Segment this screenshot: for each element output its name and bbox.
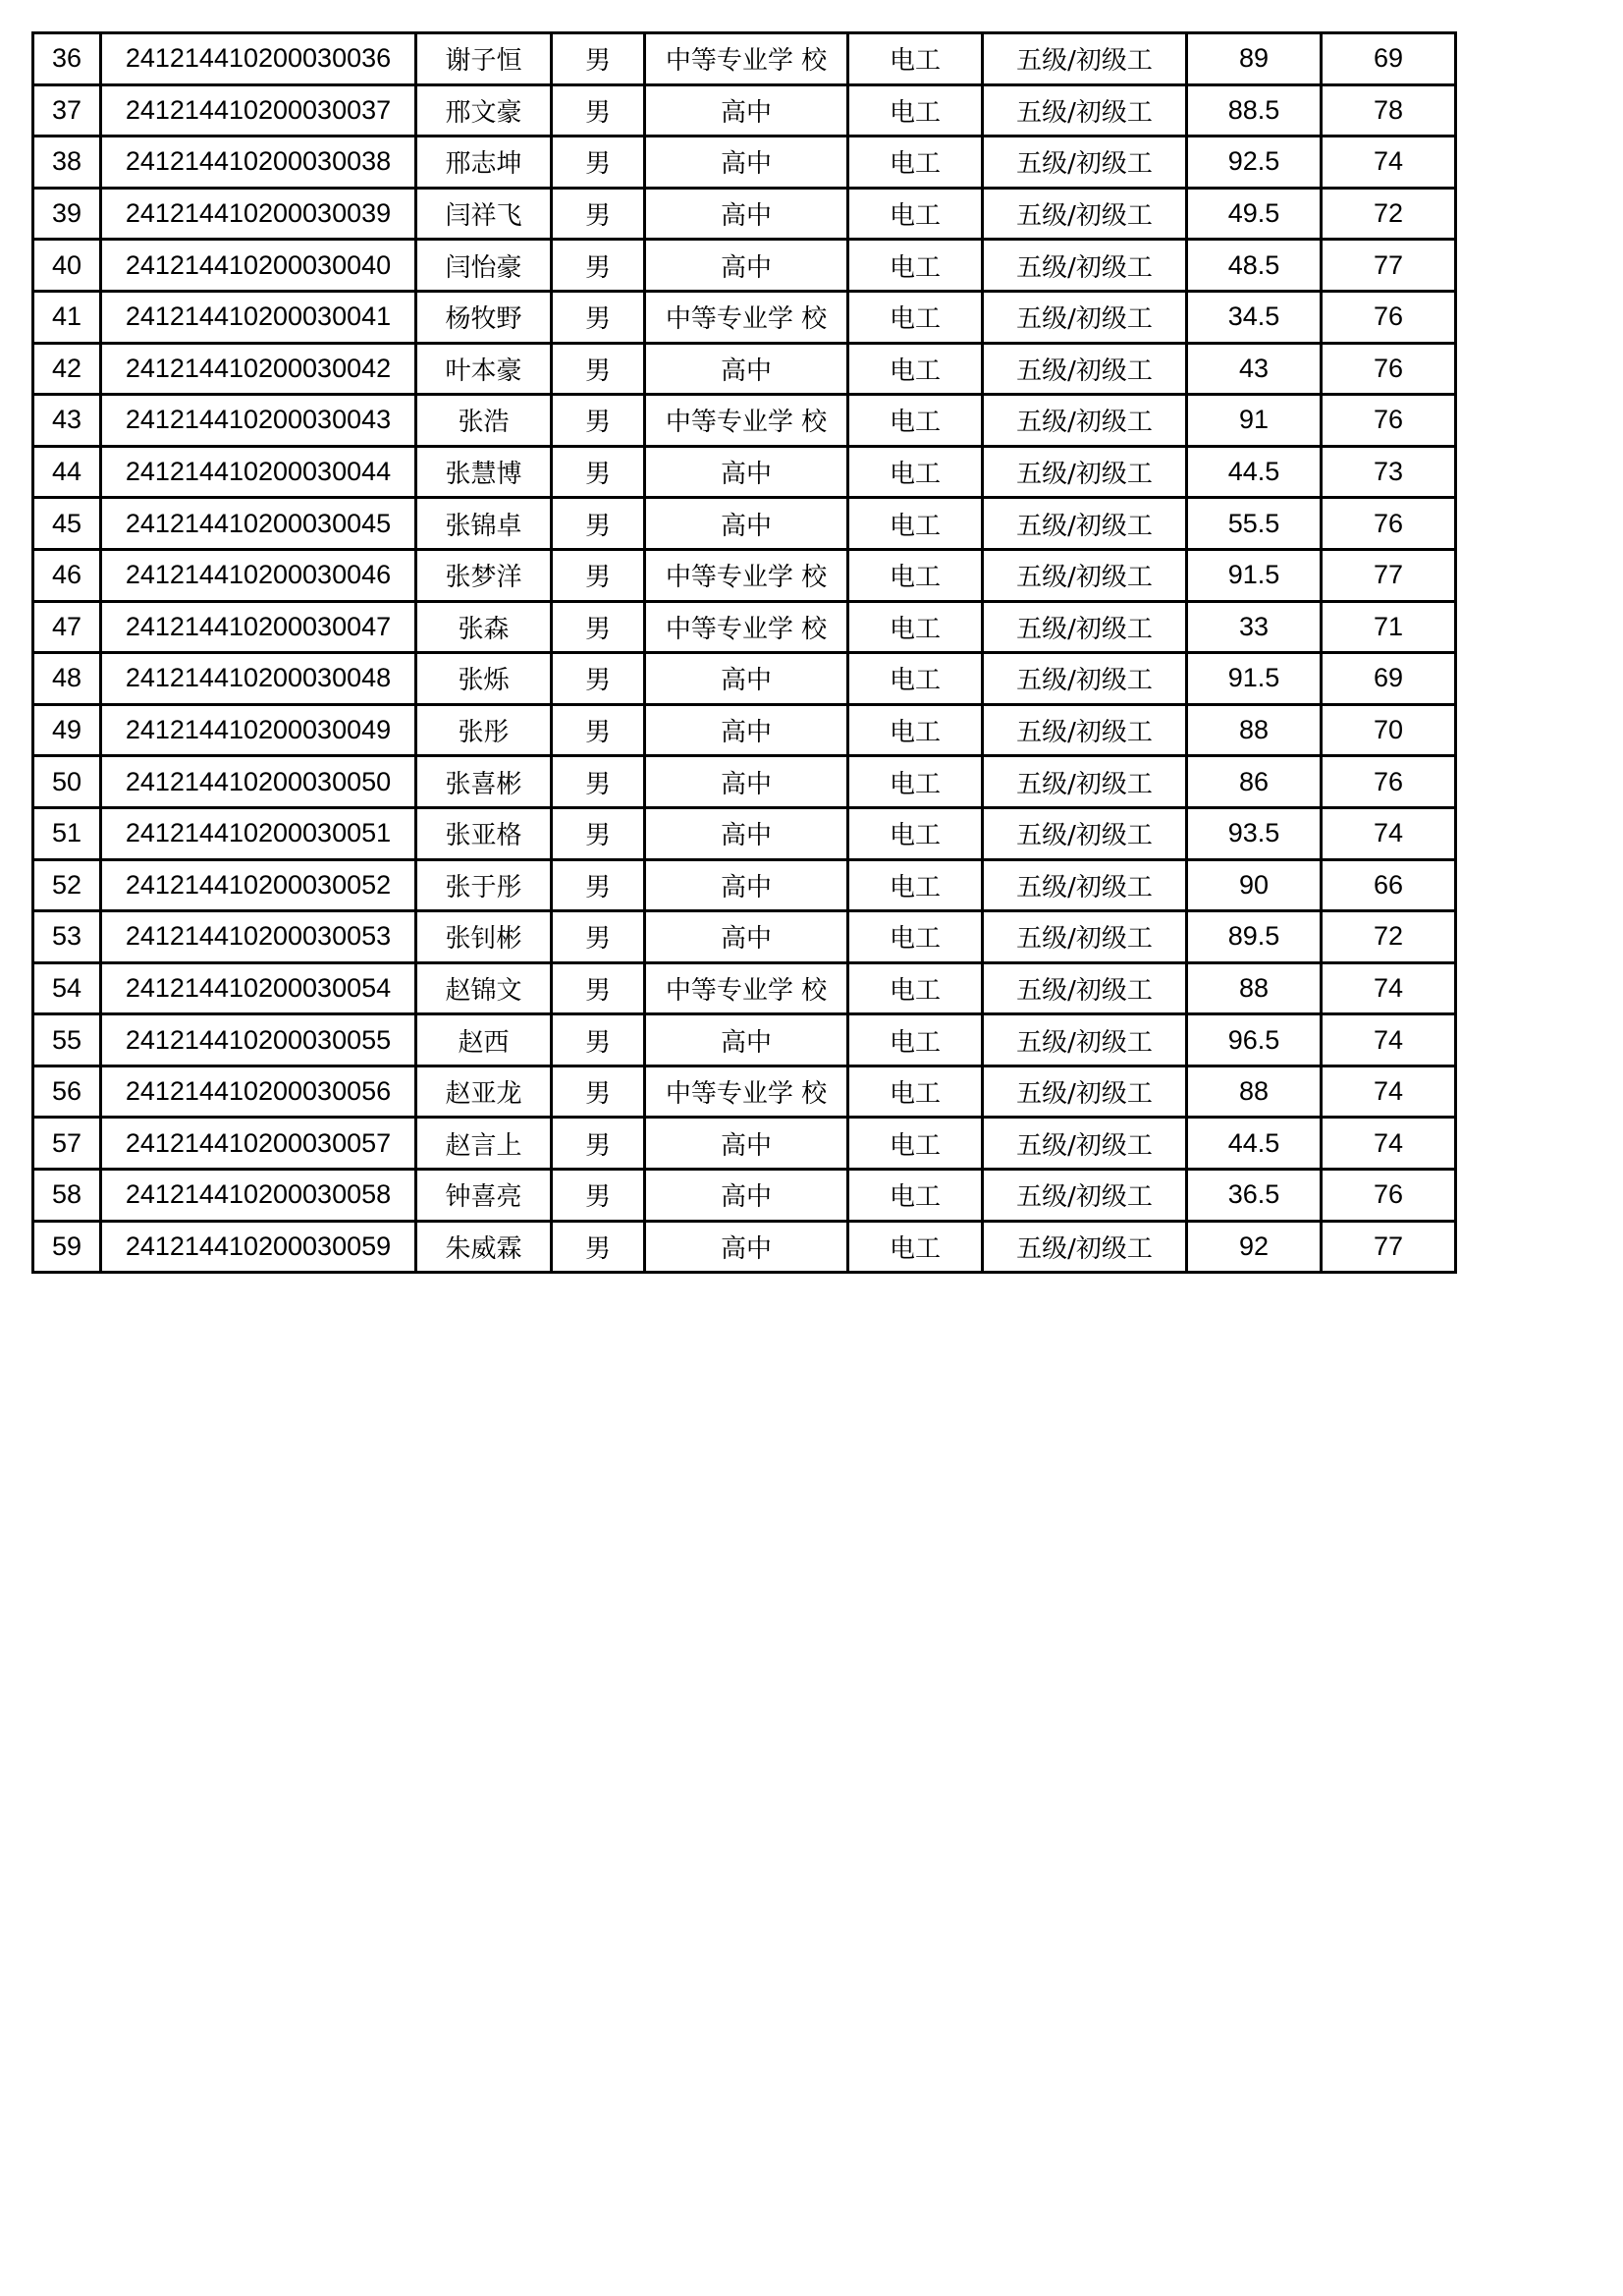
- education-cell: 高中: [645, 1118, 848, 1170]
- gender-cell: 男: [552, 84, 645, 137]
- name-cell: 闫怡豪: [416, 240, 552, 292]
- seq-cell: 58: [33, 1170, 101, 1222]
- level-cell: 五级/初级工: [983, 1118, 1187, 1170]
- table-row: [33, 911, 1456, 963]
- name-cell: 张锦卓: [416, 498, 552, 550]
- occupation-cell: 电工: [848, 704, 983, 756]
- occupation-cell: 电工: [848, 240, 983, 292]
- gender-cell: 男: [552, 601, 645, 653]
- practical-score-cell: 72: [1322, 911, 1456, 963]
- practical-score-cell: 74: [1322, 1014, 1456, 1066]
- table-row: [33, 1118, 1456, 1170]
- seq-cell: 49: [33, 704, 101, 756]
- level-cell: 五级/初级工: [983, 1170, 1187, 1222]
- seq-cell: 52: [33, 859, 101, 911]
- occupation-cell: 电工: [848, 1170, 983, 1222]
- theory-score-cell: 88: [1187, 962, 1322, 1014]
- level-cell: 五级/初级工: [983, 704, 1187, 756]
- level-cell: 五级/初级工: [983, 601, 1187, 653]
- id-number-cell: 241214410200030052: [101, 859, 416, 911]
- name-cell: 谢子恒: [416, 33, 552, 85]
- id-number-cell: 241214410200030048: [101, 653, 416, 705]
- id-number-cell: 241214410200030055: [101, 1014, 416, 1066]
- name-cell: 钟喜亮: [416, 1170, 552, 1222]
- level-cell: 五级/初级工: [983, 859, 1187, 911]
- id-number-cell: 241214410200030037: [101, 84, 416, 137]
- theory-score-cell: 86: [1187, 756, 1322, 808]
- theory-score-cell: 44.5: [1187, 446, 1322, 498]
- seq-cell: 55: [33, 1014, 101, 1066]
- practical-score-cell: 77: [1322, 549, 1456, 601]
- practical-score-cell: 66: [1322, 859, 1456, 911]
- education-cell: 高中: [645, 188, 848, 240]
- gender-cell: 男: [552, 1118, 645, 1170]
- gender-cell: 男: [552, 188, 645, 240]
- id-number-cell: 241214410200030036: [101, 33, 416, 85]
- education-cell: 高中: [645, 343, 848, 395]
- table-row: [33, 601, 1456, 653]
- gender-cell: 男: [552, 911, 645, 963]
- level-cell: 五级/初级工: [983, 911, 1187, 963]
- id-number-cell: 241214410200030040: [101, 240, 416, 292]
- education-cell: 高中: [645, 240, 848, 292]
- practical-score-cell: 76: [1322, 343, 1456, 395]
- education-cell: 高中: [645, 84, 848, 137]
- table-row: [33, 1014, 1456, 1066]
- theory-score-cell: 88.5: [1187, 84, 1322, 137]
- name-cell: 张慧博: [416, 446, 552, 498]
- id-number-cell: 241214410200030041: [101, 291, 416, 343]
- education-cell: 高中: [645, 807, 848, 859]
- level-cell: 五级/初级工: [983, 33, 1187, 85]
- id-number-cell: 241214410200030053: [101, 911, 416, 963]
- seq-cell: 45: [33, 498, 101, 550]
- roster-sheet: [31, 31, 1457, 1274]
- practical-score-cell: 69: [1322, 33, 1456, 85]
- theory-score-cell: 49.5: [1187, 188, 1322, 240]
- table-row: [33, 653, 1456, 705]
- seq-cell: 42: [33, 343, 101, 395]
- table-row: [33, 1170, 1456, 1222]
- occupation-cell: 电工: [848, 343, 983, 395]
- practical-score-cell: 76: [1322, 1170, 1456, 1222]
- seq-cell: 46: [33, 549, 101, 601]
- gender-cell: 男: [552, 1014, 645, 1066]
- practical-score-cell: 77: [1322, 1221, 1456, 1273]
- level-cell: 五级/初级工: [983, 395, 1187, 447]
- education-cell: 高中: [645, 704, 848, 756]
- name-cell: 叶本豪: [416, 343, 552, 395]
- practical-score-cell: 76: [1322, 498, 1456, 550]
- roster-table-body: [33, 33, 1456, 1273]
- occupation-cell: 电工: [848, 498, 983, 550]
- level-cell: 五级/初级工: [983, 84, 1187, 137]
- education-cell: 高中: [645, 446, 848, 498]
- gender-cell: 男: [552, 962, 645, 1014]
- education-cell: 高中: [645, 1170, 848, 1222]
- occupation-cell: 电工: [848, 84, 983, 137]
- theory-score-cell: 44.5: [1187, 1118, 1322, 1170]
- level-cell: 五级/初级工: [983, 549, 1187, 601]
- theory-score-cell: 91.5: [1187, 549, 1322, 601]
- id-number-cell: 241214410200030044: [101, 446, 416, 498]
- occupation-cell: 电工: [848, 549, 983, 601]
- occupation-cell: 电工: [848, 446, 983, 498]
- education-cell: 中等专业学 校: [645, 962, 848, 1014]
- education-cell: 高中: [645, 1014, 848, 1066]
- occupation-cell: 电工: [848, 756, 983, 808]
- seq-cell: 37: [33, 84, 101, 137]
- table-row: [33, 704, 1456, 756]
- gender-cell: 男: [552, 240, 645, 292]
- practical-score-cell: 72: [1322, 188, 1456, 240]
- occupation-cell: 电工: [848, 962, 983, 1014]
- gender-cell: 男: [552, 343, 645, 395]
- table-row: [33, 188, 1456, 240]
- practical-score-cell: 74: [1322, 962, 1456, 1014]
- gender-cell: 男: [552, 1170, 645, 1222]
- practical-score-cell: 74: [1322, 137, 1456, 189]
- id-number-cell: 241214410200030038: [101, 137, 416, 189]
- seq-cell: 57: [33, 1118, 101, 1170]
- practical-score-cell: 76: [1322, 291, 1456, 343]
- occupation-cell: 电工: [848, 1221, 983, 1273]
- id-number-cell: 241214410200030059: [101, 1221, 416, 1273]
- practical-score-cell: 74: [1322, 1118, 1456, 1170]
- level-cell: 五级/初级工: [983, 343, 1187, 395]
- practical-score-cell: 73: [1322, 446, 1456, 498]
- gender-cell: 男: [552, 395, 645, 447]
- theory-score-cell: 88: [1187, 1066, 1322, 1118]
- seq-cell: 56: [33, 1066, 101, 1118]
- level-cell: 五级/初级工: [983, 240, 1187, 292]
- table-row: [33, 137, 1456, 189]
- table-row: [33, 756, 1456, 808]
- level-cell: 五级/初级工: [983, 653, 1187, 705]
- name-cell: 张于彤: [416, 859, 552, 911]
- seq-cell: 36: [33, 33, 101, 85]
- roster-table: [31, 31, 1457, 1274]
- theory-score-cell: 91: [1187, 395, 1322, 447]
- id-number-cell: 241214410200030058: [101, 1170, 416, 1222]
- gender-cell: 男: [552, 1066, 645, 1118]
- gender-cell: 男: [552, 549, 645, 601]
- level-cell: 五级/初级工: [983, 1014, 1187, 1066]
- theory-score-cell: 93.5: [1187, 807, 1322, 859]
- gender-cell: 男: [552, 498, 645, 550]
- practical-score-cell: 70: [1322, 704, 1456, 756]
- level-cell: 五级/初级工: [983, 756, 1187, 808]
- seq-cell: 47: [33, 601, 101, 653]
- id-number-cell: 241214410200030050: [101, 756, 416, 808]
- practical-score-cell: 74: [1322, 807, 1456, 859]
- occupation-cell: 电工: [848, 911, 983, 963]
- theory-score-cell: 90: [1187, 859, 1322, 911]
- education-cell: 中等专业学 校: [645, 549, 848, 601]
- practical-score-cell: 76: [1322, 756, 1456, 808]
- table-row: [33, 962, 1456, 1014]
- name-cell: 张亚格: [416, 807, 552, 859]
- gender-cell: 男: [552, 291, 645, 343]
- seq-cell: 48: [33, 653, 101, 705]
- seq-cell: 50: [33, 756, 101, 808]
- occupation-cell: 电工: [848, 291, 983, 343]
- name-cell: 张浩: [416, 395, 552, 447]
- gender-cell: 男: [552, 446, 645, 498]
- level-cell: 五级/初级工: [983, 1221, 1187, 1273]
- education-cell: 高中: [645, 859, 848, 911]
- id-number-cell: 241214410200030054: [101, 962, 416, 1014]
- occupation-cell: 电工: [848, 137, 983, 189]
- theory-score-cell: 55.5: [1187, 498, 1322, 550]
- theory-score-cell: 36.5: [1187, 1170, 1322, 1222]
- practical-score-cell: 74: [1322, 1066, 1456, 1118]
- occupation-cell: 电工: [848, 188, 983, 240]
- occupation-cell: 电工: [848, 33, 983, 85]
- id-number-cell: 241214410200030056: [101, 1066, 416, 1118]
- level-cell: 五级/初级工: [983, 446, 1187, 498]
- name-cell: 邢文豪: [416, 84, 552, 137]
- id-number-cell: 241214410200030042: [101, 343, 416, 395]
- gender-cell: 男: [552, 859, 645, 911]
- practical-score-cell: 71: [1322, 601, 1456, 653]
- name-cell: 赵锦文: [416, 962, 552, 1014]
- occupation-cell: 电工: [848, 1066, 983, 1118]
- id-number-cell: 241214410200030046: [101, 549, 416, 601]
- education-cell: 中等专业学 校: [645, 1066, 848, 1118]
- table-row: [33, 240, 1456, 292]
- id-number-cell: 241214410200030043: [101, 395, 416, 447]
- education-cell: 高中: [645, 756, 848, 808]
- education-cell: 高中: [645, 137, 848, 189]
- level-cell: 五级/初级工: [983, 807, 1187, 859]
- seq-cell: 41: [33, 291, 101, 343]
- education-cell: 中等专业学 校: [645, 33, 848, 85]
- id-number-cell: 241214410200030039: [101, 188, 416, 240]
- gender-cell: 男: [552, 653, 645, 705]
- occupation-cell: 电工: [848, 395, 983, 447]
- id-number-cell: 241214410200030051: [101, 807, 416, 859]
- table-row: [33, 33, 1456, 85]
- gender-cell: 男: [552, 756, 645, 808]
- level-cell: 五级/初级工: [983, 1066, 1187, 1118]
- practical-score-cell: 69: [1322, 653, 1456, 705]
- education-cell: 中等专业学 校: [645, 291, 848, 343]
- gender-cell: 男: [552, 1221, 645, 1273]
- name-cell: 赵言上: [416, 1118, 552, 1170]
- seq-cell: 40: [33, 240, 101, 292]
- seq-cell: 59: [33, 1221, 101, 1273]
- theory-score-cell: 48.5: [1187, 240, 1322, 292]
- seq-cell: 38: [33, 137, 101, 189]
- id-number-cell: 241214410200030045: [101, 498, 416, 550]
- theory-score-cell: 34.5: [1187, 291, 1322, 343]
- theory-score-cell: 91.5: [1187, 653, 1322, 705]
- occupation-cell: 电工: [848, 807, 983, 859]
- table-row: [33, 446, 1456, 498]
- id-number-cell: 241214410200030047: [101, 601, 416, 653]
- level-cell: 五级/初级工: [983, 291, 1187, 343]
- name-cell: 赵亚龙: [416, 1066, 552, 1118]
- theory-score-cell: 89: [1187, 33, 1322, 85]
- level-cell: 五级/初级工: [983, 188, 1187, 240]
- id-number-cell: 241214410200030049: [101, 704, 416, 756]
- practical-score-cell: 78: [1322, 84, 1456, 137]
- education-cell: 高中: [645, 498, 848, 550]
- practical-score-cell: 77: [1322, 240, 1456, 292]
- table-row: [33, 859, 1456, 911]
- name-cell: 邢志坤: [416, 137, 552, 189]
- table-row: [33, 549, 1456, 601]
- education-cell: 高中: [645, 653, 848, 705]
- id-number-cell: 241214410200030057: [101, 1118, 416, 1170]
- name-cell: 张烁: [416, 653, 552, 705]
- gender-cell: 男: [552, 807, 645, 859]
- seq-cell: 43: [33, 395, 101, 447]
- table-row: [33, 291, 1456, 343]
- education-cell: 高中: [645, 1221, 848, 1273]
- table-row: [33, 395, 1456, 447]
- education-cell: 高中: [645, 911, 848, 963]
- name-cell: 张森: [416, 601, 552, 653]
- seq-cell: 44: [33, 446, 101, 498]
- practical-score-cell: 76: [1322, 395, 1456, 447]
- gender-cell: 男: [552, 704, 645, 756]
- level-cell: 五级/初级工: [983, 137, 1187, 189]
- name-cell: 闫祥飞: [416, 188, 552, 240]
- name-cell: 杨牧野: [416, 291, 552, 343]
- theory-score-cell: 92.5: [1187, 137, 1322, 189]
- occupation-cell: 电工: [848, 601, 983, 653]
- theory-score-cell: 92: [1187, 1221, 1322, 1273]
- theory-score-cell: 96.5: [1187, 1014, 1322, 1066]
- name-cell: 张喜彬: [416, 756, 552, 808]
- seq-cell: 51: [33, 807, 101, 859]
- seq-cell: 53: [33, 911, 101, 963]
- table-row: [33, 498, 1456, 550]
- occupation-cell: 电工: [848, 653, 983, 705]
- gender-cell: 男: [552, 137, 645, 189]
- name-cell: 张梦洋: [416, 549, 552, 601]
- seq-cell: 39: [33, 188, 101, 240]
- education-cell: 中等专业学 校: [645, 601, 848, 653]
- level-cell: 五级/初级工: [983, 962, 1187, 1014]
- seq-cell: 54: [33, 962, 101, 1014]
- name-cell: 赵西: [416, 1014, 552, 1066]
- education-cell: 中等专业学 校: [645, 395, 848, 447]
- table-row: [33, 343, 1456, 395]
- name-cell: 张彤: [416, 704, 552, 756]
- table-row: [33, 1221, 1456, 1273]
- theory-score-cell: 89.5: [1187, 911, 1322, 963]
- occupation-cell: 电工: [848, 859, 983, 911]
- table-row: [33, 807, 1456, 859]
- table-row: [33, 84, 1456, 137]
- theory-score-cell: 43: [1187, 343, 1322, 395]
- occupation-cell: 电工: [848, 1118, 983, 1170]
- name-cell: 朱威霖: [416, 1221, 552, 1273]
- gender-cell: 男: [552, 33, 645, 85]
- name-cell: 张钊彬: [416, 911, 552, 963]
- occupation-cell: 电工: [848, 1014, 983, 1066]
- theory-score-cell: 33: [1187, 601, 1322, 653]
- table-row: [33, 1066, 1456, 1118]
- theory-score-cell: 88: [1187, 704, 1322, 756]
- level-cell: 五级/初级工: [983, 498, 1187, 550]
